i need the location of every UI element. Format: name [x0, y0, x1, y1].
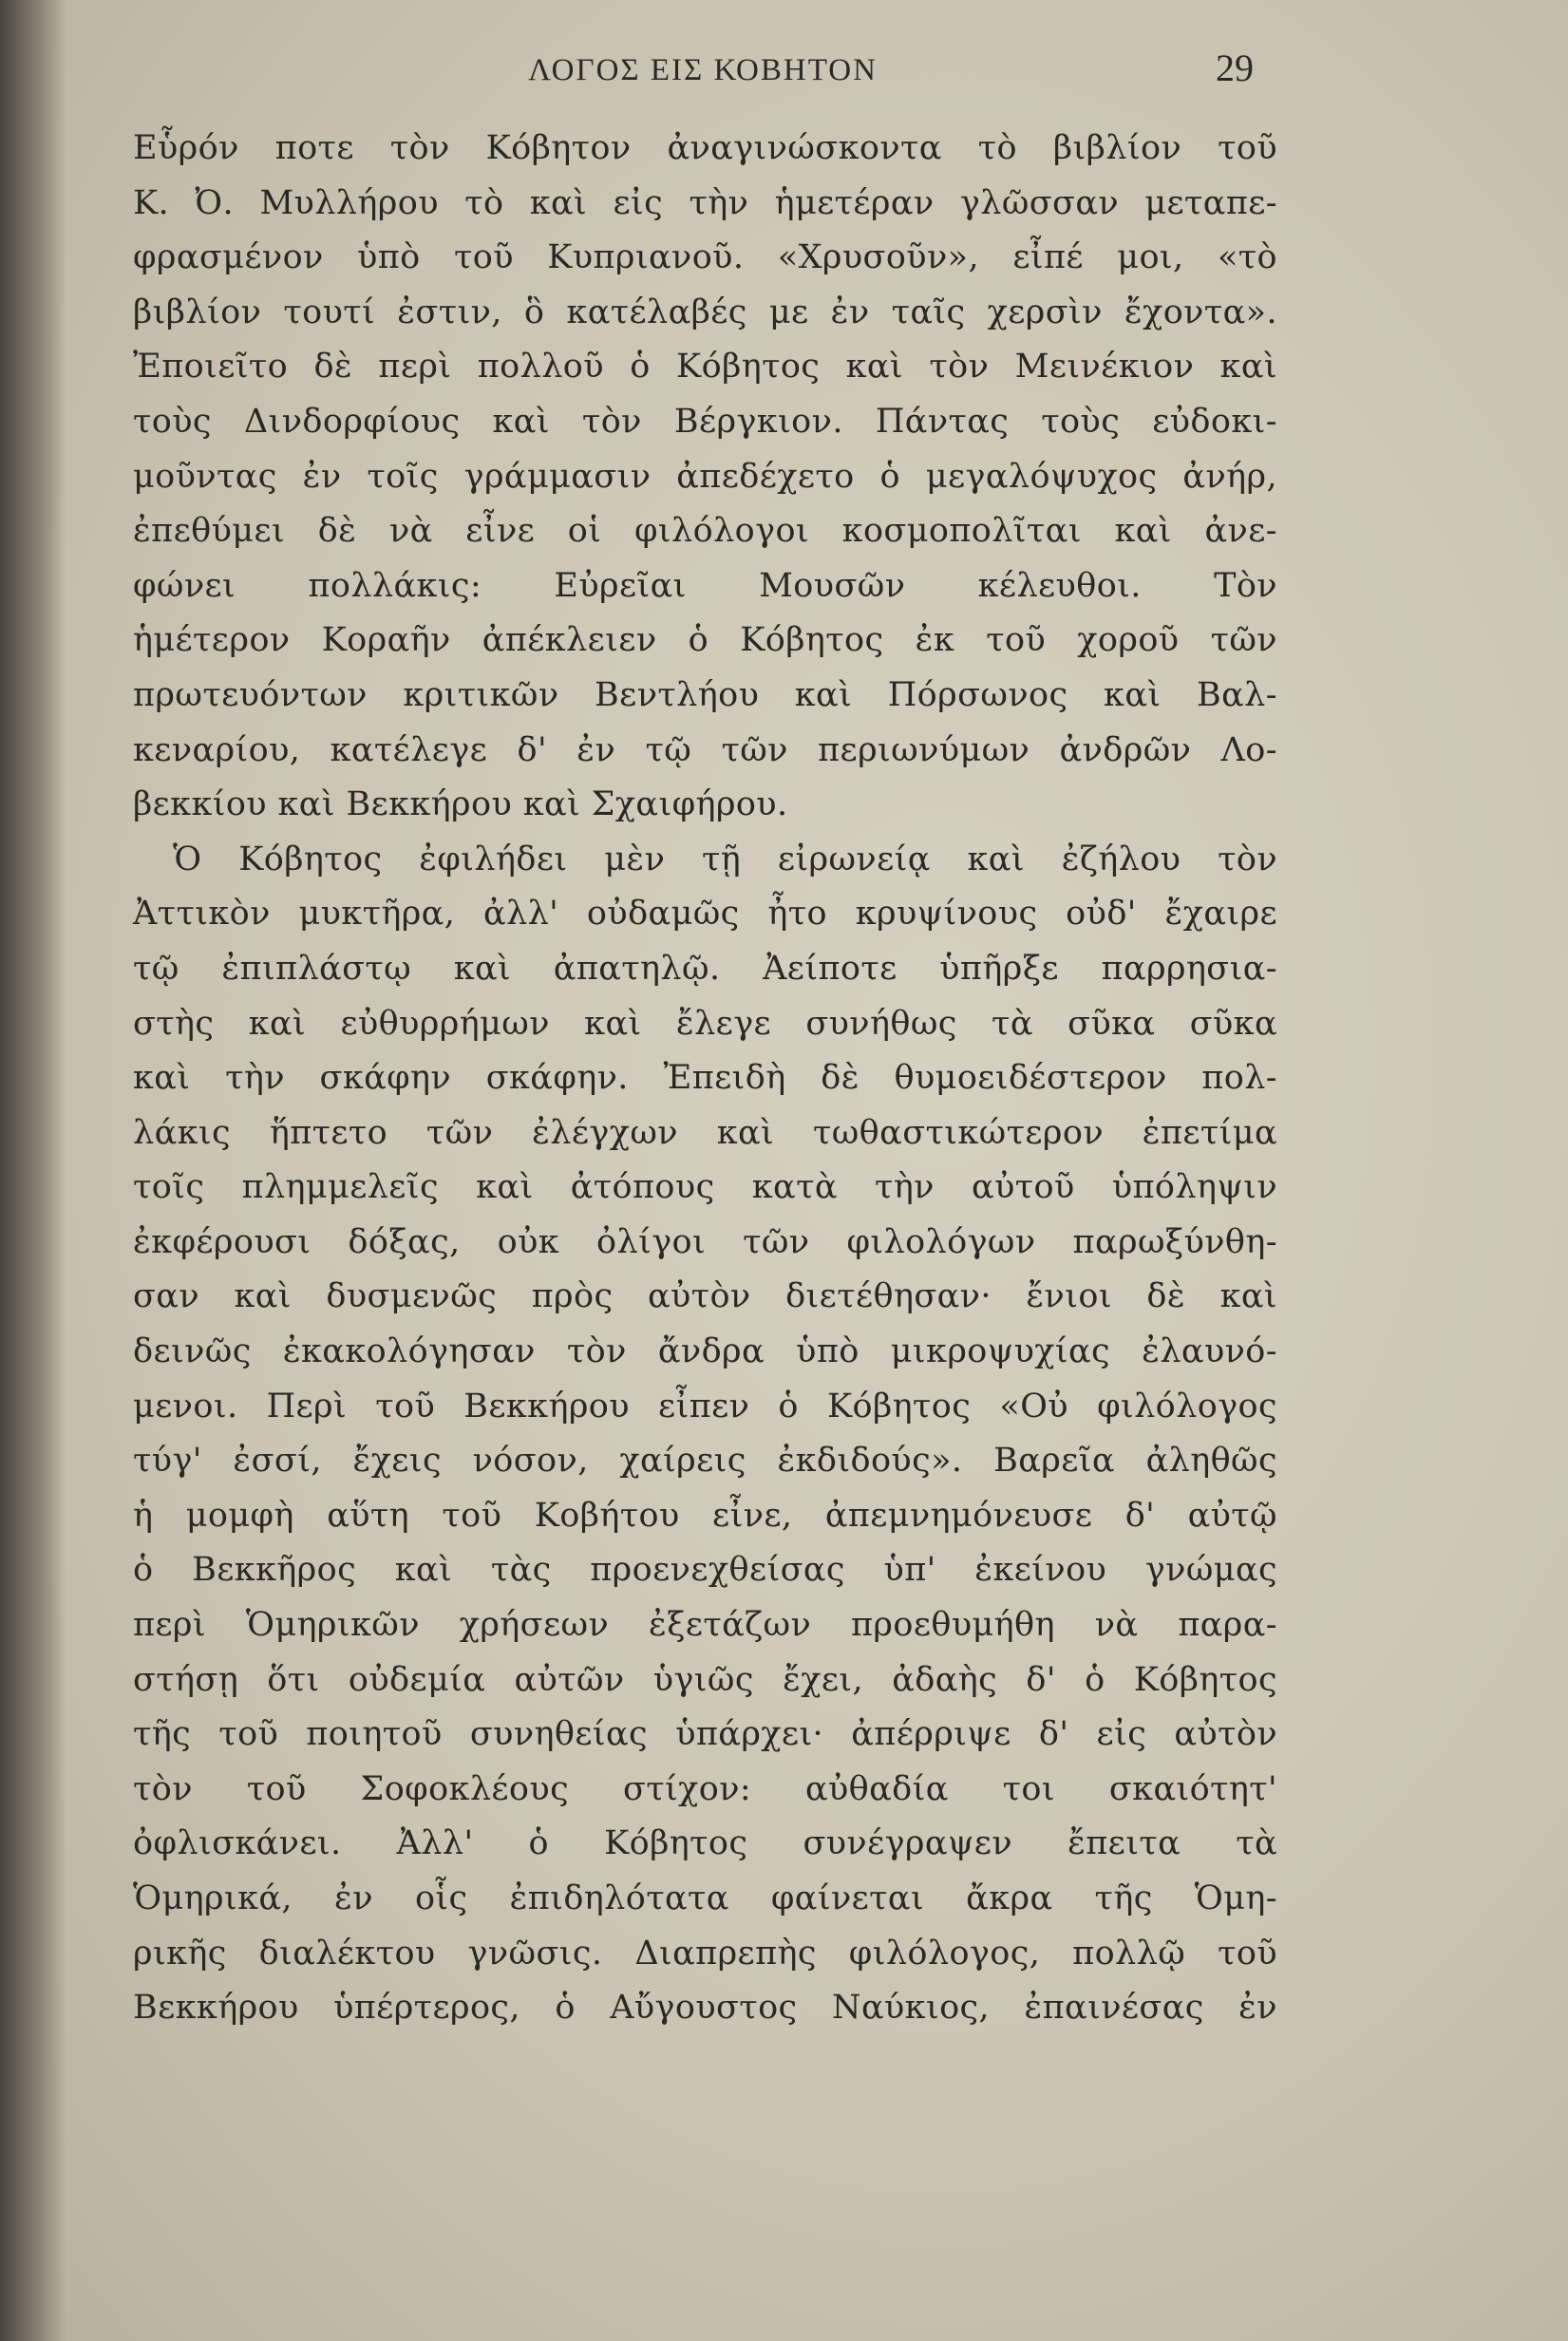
text-line: δεινῶς ἐκακολόγησαν τὸν ἄνδρα ὑπὸ μικροψυχίας ἐλαυνό-	[133, 1332, 1277, 1371]
text-line: φρασμένον ὑπὸ τοῦ Κυπριανοῦ. «Χρυσοῦν», εἶπέ μοι, «τὸ	[133, 238, 1277, 277]
text-line: περὶ Ὁμηρικῶν χρήσεων ἐξετάζων προεθυμήθη νὰ παρα-	[133, 1606, 1277, 1645]
text-line: τοὺς Δινδορφίους καὶ τὸν Βέργκιον. Πάντας τοὺς εὐδοκι-	[133, 402, 1277, 441]
text-line: τῷ ἐπιπλάστῳ καὶ ἀπατηλῷ. Ἀείποτε ὑπῆρξε παρρησια-	[133, 949, 1277, 988]
text-line: φώνει πολλάκις: Εὐρεῖαι Μουσῶν κέλευθοι. Τὸν	[133, 566, 1277, 605]
text-line: πρωτευόντων κριτικῶν Βεντλήου καὶ Πόρσωνος καὶ Βαλ-	[133, 675, 1277, 714]
text-line: τῆς τοῦ ποιητοῦ συνηθείας ὑπάρχει· ἀπέρριψε δ' εἰς αὐτὸν	[133, 1715, 1277, 1754]
running-head	[142, 46, 1263, 103]
text-line: σαν καὶ δυσμενῶς πρὸς αὐτὸν διετέθησαν· ἔνιοι δὲ καὶ	[133, 1277, 1277, 1316]
text-line: ἡ μομφὴ αὕτη τοῦ Κοβήτου εἶνε, ἀπεμνημόνευσε δ' αὐτῷ	[133, 1496, 1277, 1535]
text-line: Ἀττικὸν μυκτῆρα, ἀλλ' οὐδαμῶς ἦτο κρυψίνους οὐδ' ἔχαιρε	[133, 895, 1277, 934]
text-line: μοῦντας ἐν τοῖς γράμμασιν ἀπεδέχετο ὁ μεγαλόψυχος ἀνήρ,	[133, 457, 1277, 496]
text-line: καὶ τὴν σκάφην σκάφην. Ἐπειδὴ δὲ θυμοειδέστερον πολ-	[133, 1059, 1277, 1098]
text-line: κεναρίου, κατέλεγε δ' ἐν τῷ τῶν περιωνύμων ἀνδρῶν Λο-	[133, 730, 1277, 769]
text-line: ὀφλισκάνει. Ἀλλ' ὁ Κόβητος συνέγραψεν ἔπειτα τὰ	[133, 1824, 1277, 1863]
text-line: ἐκφέρουσι δόξας, οὐκ ὀλίγοι τῶν φιλολόγων παρωξύνθη-	[133, 1222, 1277, 1261]
text-line: ἡμέτερον Κοραῆν ἀπέκλειεν ὁ Κόβητος ἐκ τοῦ χοροῦ τῶν	[133, 621, 1277, 660]
book-spine-shadow	[0, 0, 66, 2341]
text-line: βιβλίον τουτί ἐστιν, ὃ κατέλαβές με ἐν ταῖς χερσὶν ἔχοντα».	[133, 293, 1277, 331]
text-line: Ὁμηρικά, ἐν οἷς ἐπιδηλότατα φαίνεται ἄκρα τῆς Ὁμη-	[133, 1879, 1277, 1917]
text-line: Κ. Ὀ. Μυλλήρου τὸ καὶ εἰς τὴν ἡμετέραν γλῶσσαν μεταπε-	[133, 183, 1277, 222]
text-line: στήσῃ ὅτι οὐδεμία αὐτῶν ὑγιῶς ἔχει, ἀδαὴς δ' ὁ Κόβητος	[133, 1660, 1277, 1699]
body-text	[133, 122, 1277, 2036]
text-line: Βεκκήρου ὑπέρτερος, ὁ Αὔγουστος Ναύκιος, ἐπαινέσας ἐν	[133, 1989, 1277, 2028]
text-line: ἐπεθύμει δὲ νὰ εἶνε οἱ φιλόλογοι κοσμοπολῖται καὶ ἀνε-	[133, 512, 1277, 551]
page-number: 29	[1216, 47, 1254, 89]
text-line: μενοι. Περὶ τοῦ Βεκκήρου εἶπεν ὁ Κόβητος «Οὐ φιλόλογος	[133, 1387, 1277, 1425]
text-line: βεκκίου καὶ Βεκκήρου καὶ Σχαιφήρου.	[133, 785, 788, 824]
text-line: ὁ Βεκκῆρος καὶ τὰς προενεχθείσας ὑπ' ἐκείνου γνώμας	[133, 1551, 1277, 1590]
text-line: τύγ' ἐσσί, ἔχεις νόσον, χαίρεις ἐκδιδούς». Βαρεῖα ἀληθῶς	[133, 1442, 1277, 1481]
text-line: Ἐποιεῖτο δὲ περὶ πολλοῦ ὁ Κόβητος καὶ τὸν Μεινέκιον καὶ	[133, 348, 1277, 387]
running-head-title: ΛΟΓΟΣ ΕΙΣ ΚΟΒΗΤΟΝ	[528, 53, 878, 87]
text-line: τὸν τοῦ Σοφοκλέους στίχον: αὐθαδία τοι σκαιότητ'	[133, 1769, 1277, 1808]
text-line: λάκις ἥπτετο τῶν ἐλέγχων καὶ τωθαστικώτερον ἐπετίμα	[133, 1113, 1277, 1152]
text-line: τοῖς πλημμελεῖς καὶ ἀτόπους κατὰ τὴν αὐτοῦ ὑπόληψιν	[133, 1168, 1277, 1207]
text-line: στὴς καὶ εὐθυρρήμων καὶ ἔλεγε συνήθως τὰ σῦκα σῦκα	[133, 1004, 1277, 1043]
text-line: Εὗρόν ποτε τὸν Κόβητον ἀναγινώσκοντα τὸ βιβλίον τοῦ	[133, 129, 1277, 167]
text-line: Ὁ Κόβητος ἐφιλήδει μὲν τῇ εἰρωνείᾳ καὶ ἐζήλου τὸν	[173, 840, 1277, 878]
text-line: ρικῆς διαλέκτου γνῶσις. Διαπρεπὴς φιλόλογος, πολλῷ τοῦ	[133, 1934, 1277, 1973]
